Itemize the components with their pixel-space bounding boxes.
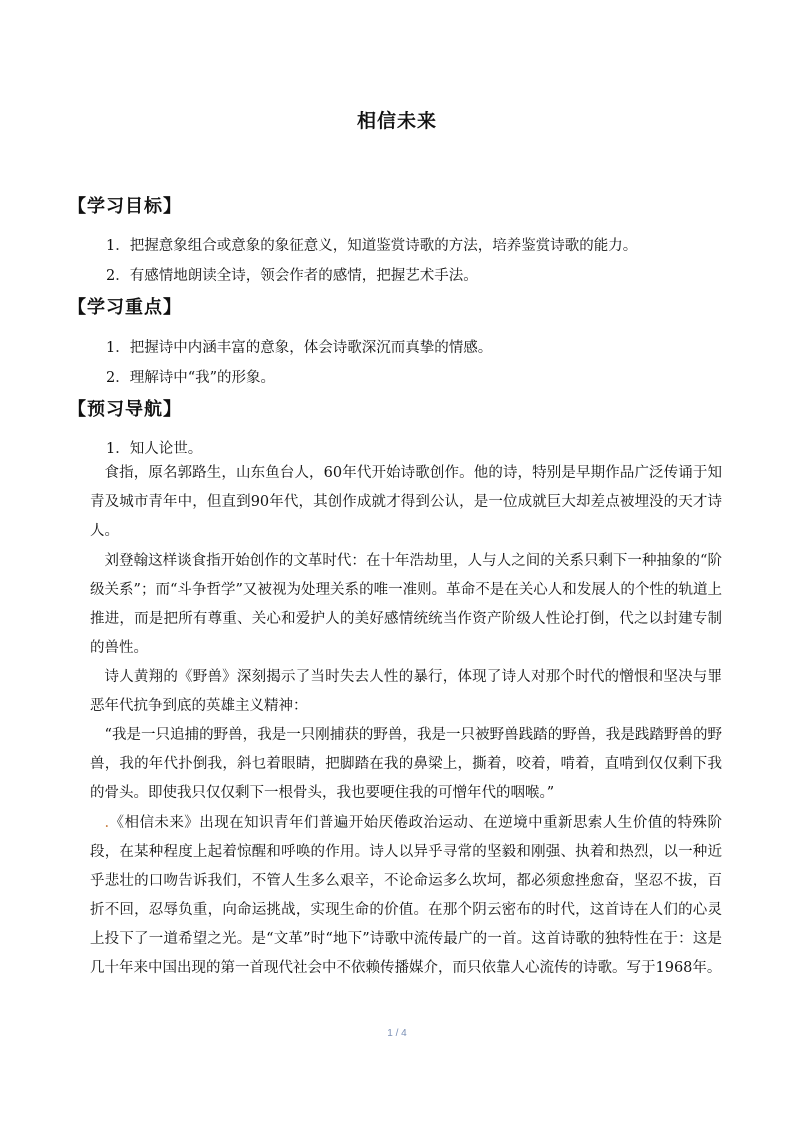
poem-context-text: 《相信未来》出现在知识青年们普遍开始厌倦政治运动、在逆境中重新思索人生价值的特殊阶段，在某种程度上起着惊醒和呼唤的作用。诗人以异乎寻常的坚毅和刚强、执着和热烈，以一种近乎悲壮的口吻告诉我们，不管人生多么艰辛，不论命运多么坎坷，都必须愈挫愈奋，坚忍不拔，百折不回，忍辱负重，向命运挑战，实现生命的价值。在那个阴云密布的时代，这首诗在人们的心灵上投下了一道希望之光。是“文革”时“地下”诗歌中流传最广的一首。这首诗歌的独特性在于：这是几十年来中国出现的第一首现代社会中不依赖传播媒介，而只依靠人心流传的诗歌。写于1968年。 — [90, 815, 722, 976]
paragraph-poem-context — [90, 809, 722, 983]
paragraph-quote: “我是一只追捕的野兽，我是一只刚捕获的野兽，我是一只被野兽践踏的野兽，我是践踏野兽的野兽，我的年代扑倒我，斜乜着眼睛，把脚踏在我的鼻梁上，撕着，咬着，啃着，直啃到仅仅剩下我的骨头。即使我只仅仅剩下一根骨头，我也要哽住我的可憎年代的咽喉。” — [90, 727, 722, 801]
heading-objectives: 【学习目标】 — [68, 196, 182, 217]
heading-preview: 【预习导航】 — [68, 399, 182, 420]
objective-item-2: 2．有感情地朗读全诗，领会作者的感情，把握艺术手法。 — [106, 268, 478, 284]
page-number: 1 / 4 — [387, 1028, 407, 1039]
stray-dot: . — [104, 815, 110, 831]
paragraph-era: 刘登翰这样谈食指开始创作的文革时代：在十年浩劫里，人与人之间的关系只剩下一种抽象的“阶级关系”；而“斗争哲学”又被视为处理关系的唯一准则。革命不是在关心人和发展人的个性的轨道上推进，而是把所有尊重、关心和爱护人的美好感情统统当作资产阶级人性论打倒，代之以封建专制的兽性。 — [90, 553, 722, 656]
heading-key-points: 【学习重点】 — [68, 297, 182, 318]
preview-item-1: 1．知人论世。 — [106, 441, 203, 457]
paragraph-huangxiang: 诗人黄翔的《野兽》深刻揭示了当时失去人性的暴行，体现了诗人对那个时代的憎恨和坚决与罪恶年代抗争到底的英雄主义精神： — [90, 669, 722, 714]
objective-item-1: 1．把握意象组合或意象的象征意义，知道鉴赏诗歌的方法，培养鉴赏诗歌的能力。 — [106, 238, 638, 254]
key-point-item-1: 1．把握诗中内涵丰富的意象，体会诗歌深沉而真挚的情感。 — [106, 340, 493, 356]
paragraph-biography: 食指，原名郭路生，山东鱼台人，60年代开始诗歌创作。他的诗，特别是早期作品广泛传诵于知青及城市青年中，但直到90年代，其创作成就才得到公认，是一位成就巨大却差点被埋没的天才诗人。 — [90, 465, 722, 539]
page-title: 相信未来 — [356, 110, 437, 132]
key-point-item-2: 2．理解诗中“我”的形象。 — [106, 370, 276, 386]
